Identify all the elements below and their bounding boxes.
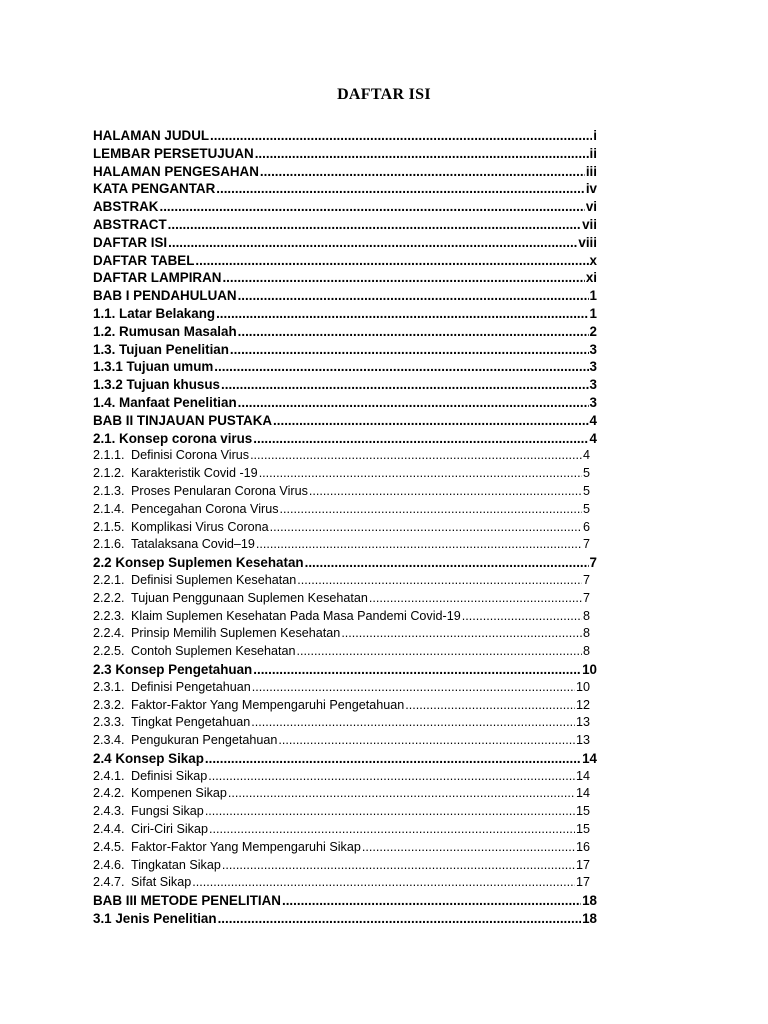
toc-entry[interactable] xyxy=(93,733,597,751)
dot-leader xyxy=(221,377,589,392)
toc-entry-label: Proses Penularan Corona Virus xyxy=(131,483,308,498)
dot-leader xyxy=(168,217,581,232)
toc-entry-page-number: 2 xyxy=(589,323,597,339)
dot-leader xyxy=(270,520,582,534)
toc-entry-label: 1.3.1 Tujuan umum xyxy=(93,359,214,375)
toc-entry[interactable] xyxy=(93,537,597,555)
table-of-contents xyxy=(93,128,597,929)
toc-entry-page-number: 7 xyxy=(589,555,597,571)
toc-entry-page-number: 3 xyxy=(589,394,597,410)
toc-entry[interactable] xyxy=(93,680,597,698)
toc-entry[interactable] xyxy=(93,591,597,609)
toc-entry-page-number: 4 xyxy=(589,412,597,428)
toc-entry-label: 1.2. Rumusan Masalah xyxy=(93,323,237,339)
toc-entry-page-number: 14 xyxy=(582,750,597,766)
toc-entry-label: Faktor-Faktor Yang Mempengaruhi Sikap xyxy=(131,839,361,854)
toc-entry-page-number: 18 xyxy=(582,911,597,927)
dot-leader xyxy=(462,609,582,623)
toc-entry-page-number: xi xyxy=(585,270,597,286)
dot-leader xyxy=(309,484,582,498)
toc-entry-page-number: 17 xyxy=(575,857,590,872)
toc-entry[interactable] xyxy=(93,769,597,787)
toc-entry-number: 2.1.1. xyxy=(93,448,125,463)
toc-entry[interactable] xyxy=(93,609,597,627)
dot-leader xyxy=(282,893,581,908)
dot-leader xyxy=(253,662,581,677)
toc-entry-label: Definisi Pengetahuan xyxy=(131,679,251,694)
toc-entry-page-number: 8 xyxy=(582,608,590,623)
toc-entry-number: 2.1.4. xyxy=(93,501,125,516)
dot-leader xyxy=(216,181,585,196)
toc-entry-page-number: 3 xyxy=(589,341,597,357)
toc-entry-label: Pencegahan Corona Virus xyxy=(131,501,279,516)
toc-entry-page-number: 12 xyxy=(575,697,590,712)
toc-entry-label: 3.1 Jenis Penelitian xyxy=(93,911,217,927)
dot-leader xyxy=(238,395,589,410)
dot-leader xyxy=(192,875,575,889)
dot-leader xyxy=(159,199,584,214)
dot-leader xyxy=(250,448,582,462)
toc-entry-label: Tatalaksana Covid–19 xyxy=(131,537,255,552)
dot-leader xyxy=(255,146,589,161)
toc-entry-label: Ciri-Ciri Sikap xyxy=(131,822,208,837)
dot-leader xyxy=(228,786,575,800)
toc-entry[interactable] xyxy=(93,146,597,164)
toc-entry[interactable] xyxy=(93,324,597,342)
toc-entry-page-number: 1 xyxy=(589,288,597,304)
toc-entry-page-number: 7 xyxy=(582,537,590,552)
toc-entry-number: 2.2.5. xyxy=(93,644,125,659)
dot-leader xyxy=(222,270,584,285)
toc-entry-label: 2.1. Konsep corona virus xyxy=(93,430,253,446)
toc-entry-label: Definisi Suplemen Kesehatan xyxy=(131,572,297,587)
toc-entry-label: Kompenen Sikap xyxy=(131,786,227,801)
dot-leader xyxy=(260,164,585,179)
dot-leader xyxy=(278,733,575,747)
toc-entry-label: Contoh Suplemen Kesehatan xyxy=(131,644,296,659)
dot-leader xyxy=(209,822,575,836)
toc-entry-label: 2.2 Konsep Suplemen Kesehatan xyxy=(93,555,304,571)
toc-entry-label: Definisi Corona Virus xyxy=(131,448,250,463)
toc-entry[interactable] xyxy=(93,573,597,591)
dot-leader xyxy=(216,306,588,321)
toc-entry-number: 2.1.3. xyxy=(93,483,125,498)
toc-entry-page-number: 5 xyxy=(582,483,590,498)
toc-entry[interactable] xyxy=(93,644,597,662)
toc-entry-label: LEMBAR PERSETUJUAN xyxy=(93,145,254,161)
toc-entry-label: Tujuan Penggunaan Suplemen Kesehatan xyxy=(131,590,368,605)
dot-leader xyxy=(238,288,589,303)
toc-entry-label: 1.3. Tujuan Penelitian xyxy=(93,341,229,357)
dot-leader xyxy=(273,413,589,428)
toc-entry-page-number: 6 xyxy=(582,519,590,534)
toc-entry[interactable] xyxy=(93,893,597,911)
dot-leader xyxy=(218,911,582,926)
toc-entry[interactable] xyxy=(93,181,597,199)
toc-entry-number: 2.1.2. xyxy=(93,466,125,481)
toc-entry[interactable] xyxy=(93,164,597,182)
dot-leader xyxy=(280,502,582,516)
toc-entry-label: BAB II TINJAUAN PUSTAKA xyxy=(93,412,273,428)
toc-entry[interactable] xyxy=(93,555,597,573)
dot-leader xyxy=(305,555,589,570)
toc-entry-page-number: 14 xyxy=(575,786,590,801)
dot-leader xyxy=(205,804,575,818)
toc-entry-page-number: 18 xyxy=(582,893,597,909)
toc-entry-number: 2.2.4. xyxy=(93,626,125,641)
toc-entry-number: 2.3.2. xyxy=(93,697,125,712)
toc-entry[interactable] xyxy=(93,466,597,484)
toc-entry[interactable] xyxy=(93,431,597,449)
toc-entry-page-number: 1 xyxy=(589,305,597,321)
toc-entry-label: 1.3.2 Tujuan khusus xyxy=(93,377,220,393)
toc-entry-label: Fungsi Sikap xyxy=(131,804,204,819)
toc-entry-number: 2.4.1. xyxy=(93,768,125,783)
toc-entry-page-number: viii xyxy=(578,234,597,250)
toc-entry-number: 2.1.5. xyxy=(93,519,125,534)
toc-entry-number: 2.4.2. xyxy=(93,786,125,801)
toc-entry[interactable] xyxy=(93,377,597,395)
toc-entry[interactable] xyxy=(93,484,597,502)
toc-entry-number: 2.3.1. xyxy=(93,679,125,694)
toc-entry[interactable] xyxy=(93,217,597,235)
dot-leader xyxy=(222,858,575,872)
toc-entry-page-number: 17 xyxy=(575,875,590,890)
toc-entry-page-number: 7 xyxy=(582,572,590,587)
toc-entry-label: Klaim Suplemen Kesehatan Pada Masa Pandemi Covid-19 xyxy=(131,608,461,623)
toc-entry-page-number: x xyxy=(589,252,597,268)
toc-entry-number: 2.4.5. xyxy=(93,839,125,854)
dot-leader xyxy=(205,751,581,766)
toc-entry-page-number: i xyxy=(593,128,597,143)
toc-entry-page-number: 13 xyxy=(575,733,590,748)
dot-leader xyxy=(168,235,577,250)
toc-entry-number: 2.3.3. xyxy=(93,715,125,730)
dot-leader xyxy=(362,840,575,854)
dot-leader xyxy=(259,466,582,480)
toc-entry-label: ABSTRACT xyxy=(93,216,167,232)
toc-entry[interactable] xyxy=(93,270,597,288)
toc-entry-page-number: 10 xyxy=(575,679,590,694)
dot-leader xyxy=(214,359,588,374)
toc-entry-page-number: iv xyxy=(585,181,597,197)
dot-leader xyxy=(253,431,588,446)
toc-entry[interactable] xyxy=(93,786,597,804)
dot-leader xyxy=(251,715,575,729)
toc-entry-label: Faktor-Faktor Yang Mempengaruhi Pengetahuan xyxy=(131,697,405,712)
toc-entry-label: Komplikasi Virus Corona xyxy=(131,519,269,534)
toc-entry-page-number: ii xyxy=(589,145,597,161)
toc-entry-label: 1.1. Latar Belakang xyxy=(93,305,216,321)
toc-entry-page-number: 7 xyxy=(582,590,590,605)
toc-entry-page-number: iii xyxy=(585,163,597,179)
toc-entry-label: 1.4. Manfaat Penelitian xyxy=(93,394,237,410)
toc-entry-page-number: vi xyxy=(585,199,597,215)
toc-entry[interactable] xyxy=(93,858,597,876)
toc-entry[interactable] xyxy=(93,253,597,271)
toc-entry-label: Prinsip Memilih Suplemen Kesehatan xyxy=(131,626,341,641)
toc-entry-page-number: 4 xyxy=(589,430,597,446)
toc-entry-label: Tingkat Pengetahuan xyxy=(131,715,251,730)
toc-entry-number: 2.4.7. xyxy=(93,875,125,890)
toc-entry[interactable] xyxy=(93,804,597,822)
toc-entry-page-number: 3 xyxy=(589,377,597,393)
toc-entry-number: 2.3.4. xyxy=(93,733,125,748)
toc-entry[interactable] xyxy=(93,502,597,520)
dot-leader xyxy=(256,537,582,551)
toc-entry-label: DAFTAR TABEL xyxy=(93,252,195,268)
dot-leader xyxy=(297,573,582,587)
toc-entry[interactable] xyxy=(93,288,597,306)
toc-entry-page-number: 13 xyxy=(575,715,590,730)
toc-entry[interactable] xyxy=(93,199,597,217)
toc-entry-number: 2.2.1. xyxy=(93,572,125,587)
toc-entry[interactable] xyxy=(93,751,597,769)
toc-entry-label: DAFTAR LAMPIRAN xyxy=(93,270,222,286)
dot-leader xyxy=(369,591,582,605)
toc-entry[interactable] xyxy=(93,359,597,377)
toc-entry-page-number: 4 xyxy=(582,448,590,463)
toc-entry-label: HALAMAN PENGESAHAN xyxy=(93,163,259,179)
dot-leader xyxy=(341,626,582,640)
toc-entry-label: Pengukuran Pengetahuan xyxy=(131,733,278,748)
toc-entry-page-number: 5 xyxy=(582,466,590,481)
page-title: DAFTAR ISI xyxy=(337,86,431,103)
toc-entry[interactable] xyxy=(93,911,597,929)
toc-entry-number: 2.4.3. xyxy=(93,804,125,819)
toc-entry[interactable] xyxy=(93,413,597,431)
toc-entry-label: HALAMAN JUDUL xyxy=(93,128,210,143)
toc-entry[interactable] xyxy=(93,822,597,840)
toc-entry-label: ABSTRAK xyxy=(93,199,159,215)
toc-entry-page-number: 15 xyxy=(575,822,590,837)
toc-entry-page-number: 14 xyxy=(575,768,590,783)
toc-entry[interactable] xyxy=(93,698,597,716)
toc-entry-page-number: 15 xyxy=(575,804,590,819)
dot-leader xyxy=(208,769,575,783)
toc-entry-label: Sifat Sikap xyxy=(131,875,192,890)
toc-entry[interactable] xyxy=(93,342,597,360)
toc-entry-number: 2.4.4. xyxy=(93,822,125,837)
toc-entry-label: 2.4 Konsep Sikap xyxy=(93,750,204,766)
dot-leader xyxy=(210,128,592,143)
toc-entry-label: BAB I PENDAHULUAN xyxy=(93,288,237,304)
toc-entry[interactable] xyxy=(93,128,597,146)
toc-entry-page-number: 3 xyxy=(589,359,597,375)
dot-leader xyxy=(405,698,575,712)
toc-entry[interactable] xyxy=(93,626,597,644)
toc-entry-label: Tingkatan Sikap xyxy=(131,857,221,872)
dot-leader xyxy=(230,342,589,357)
dot-leader xyxy=(252,680,575,694)
toc-entry[interactable] xyxy=(93,662,597,680)
toc-entry-page-number: 16 xyxy=(575,839,590,854)
dot-leader xyxy=(238,324,589,339)
toc-entry-label: BAB III METODE PENELITIAN xyxy=(93,893,281,909)
toc-entry-number: 2.2.2. xyxy=(93,590,125,605)
dot-leader xyxy=(195,253,588,268)
toc-entry[interactable] xyxy=(93,840,597,858)
toc-entry[interactable] xyxy=(93,875,597,893)
toc-entry-label: 2.3 Konsep Pengetahuan xyxy=(93,661,253,677)
toc-entry[interactable] xyxy=(93,306,597,324)
toc-entry[interactable] xyxy=(93,715,597,733)
toc-entry-label: DAFTAR ISI xyxy=(93,234,168,250)
toc-entry-page-number: vii xyxy=(582,216,597,232)
toc-entry-page-number: 10 xyxy=(582,661,597,677)
dot-leader xyxy=(297,644,582,658)
toc-entry-label: Karakteristik Covid -19 xyxy=(131,466,258,481)
toc-entry-label: KATA PENGANTAR xyxy=(93,181,216,197)
toc-entry[interactable] xyxy=(93,395,597,413)
toc-entry-number: 2.1.6. xyxy=(93,537,125,552)
toc-entry-label: Definisi Sikap xyxy=(131,768,208,783)
toc-entry-page-number: 8 xyxy=(582,644,590,659)
toc-entry[interactable] xyxy=(93,235,597,253)
toc-entry-number: 2.2.3. xyxy=(93,608,125,623)
toc-entry-page-number: 5 xyxy=(582,501,590,516)
toc-entry[interactable] xyxy=(93,448,597,466)
toc-entry[interactable] xyxy=(93,520,597,538)
toc-entry-number: 2.4.6. xyxy=(93,857,125,872)
toc-entry-page-number: 8 xyxy=(582,626,590,641)
